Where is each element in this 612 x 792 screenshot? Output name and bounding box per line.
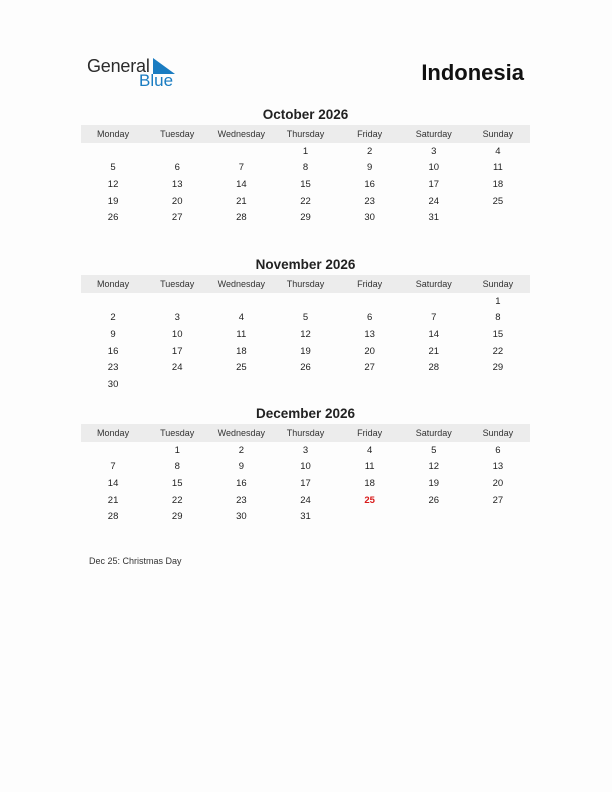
day-cell: 9 bbox=[110, 328, 116, 340]
week-row bbox=[81, 459, 530, 476]
day-cell: 25 bbox=[364, 494, 375, 506]
day-cell: 11 bbox=[236, 328, 247, 340]
day-cell: 18 bbox=[236, 345, 247, 357]
day-cell: 24 bbox=[428, 195, 440, 207]
weekday-label: Tuesday bbox=[160, 129, 195, 139]
day-cell: 14 bbox=[428, 328, 440, 340]
country-title: Indonesia bbox=[421, 60, 524, 85]
month-calendar bbox=[81, 106, 530, 226]
logo bbox=[87, 56, 187, 96]
weekday-label: Sunday bbox=[482, 428, 514, 438]
holiday-note: Dec 25: Christmas Day bbox=[89, 556, 182, 566]
weekday-label: Thursday bbox=[286, 279, 325, 289]
day-cell: 10 bbox=[428, 162, 440, 174]
day-cell: 1 bbox=[495, 295, 501, 307]
day-cell: 6 bbox=[174, 162, 180, 174]
day-cell: 7 bbox=[110, 461, 116, 473]
day-cell: 19 bbox=[300, 345, 311, 357]
weekday-label: Sunday bbox=[482, 129, 514, 139]
day-cell: 27 bbox=[364, 362, 375, 374]
day-cell: 30 bbox=[107, 378, 119, 390]
week-row bbox=[81, 326, 530, 343]
day-cell: 13 bbox=[492, 461, 504, 473]
day-cell: 5 bbox=[431, 444, 437, 456]
day-cell: 11 bbox=[364, 461, 375, 473]
day-cell: 24 bbox=[300, 494, 311, 506]
week-row bbox=[81, 343, 530, 360]
logo-blue-text: Blue bbox=[139, 71, 174, 90]
weekday-label: Thursday bbox=[286, 129, 325, 139]
day-cell: 14 bbox=[107, 477, 119, 489]
day-cell: 20 bbox=[492, 477, 504, 489]
day-cell: 12 bbox=[428, 461, 440, 473]
day-cell: 8 bbox=[174, 461, 180, 473]
day-cell: 6 bbox=[495, 444, 501, 456]
day-cell: 2 bbox=[366, 145, 373, 157]
day-cell: 11 bbox=[492, 162, 503, 174]
day-cell: 17 bbox=[171, 345, 183, 357]
month-title: December 2026 bbox=[255, 406, 356, 421]
day-cell: 7 bbox=[238, 162, 244, 174]
day-cell: 19 bbox=[107, 195, 119, 207]
day-cell: 4 bbox=[366, 444, 373, 456]
week-row bbox=[81, 160, 530, 177]
day-cell: 9 bbox=[238, 461, 244, 473]
month-title: November 2026 bbox=[255, 257, 356, 272]
day-cell: 4 bbox=[495, 145, 501, 157]
weekday-label: Saturday bbox=[415, 129, 452, 139]
day-cell: 5 bbox=[110, 162, 116, 174]
month-calendar bbox=[81, 405, 530, 525]
day-cell: 26 bbox=[428, 494, 440, 506]
day-cell: 25 bbox=[492, 195, 504, 207]
day-cell: 20 bbox=[171, 195, 183, 207]
logo-general-text: General bbox=[87, 56, 150, 76]
day-cell: 3 bbox=[302, 444, 309, 456]
week-row bbox=[81, 143, 530, 160]
weekday-label: Friday bbox=[357, 428, 383, 438]
day-cell: 10 bbox=[300, 461, 311, 473]
day-cell: 1 bbox=[174, 444, 180, 456]
day-cell: 18 bbox=[364, 477, 375, 489]
day-cell: 25 bbox=[236, 362, 247, 374]
weekday-label: Tuesday bbox=[160, 279, 195, 289]
day-cell: 15 bbox=[492, 328, 504, 340]
day-cell: 2 bbox=[238, 444, 244, 456]
week-row bbox=[81, 376, 530, 393]
day-cell: 2 bbox=[110, 312, 116, 324]
day-cell: 22 bbox=[171, 494, 183, 506]
day-cell: 28 bbox=[236, 212, 247, 224]
day-cell: 19 bbox=[428, 477, 440, 489]
week-row bbox=[81, 310, 530, 327]
week-row bbox=[81, 209, 530, 226]
day-cell: 15 bbox=[300, 178, 311, 190]
weekday-label: Saturday bbox=[415, 279, 452, 289]
week-row bbox=[81, 442, 530, 459]
day-cell: 15 bbox=[171, 477, 183, 489]
weekday-label: Thursday bbox=[286, 428, 325, 438]
day-cell: 17 bbox=[428, 178, 440, 190]
day-cell: 29 bbox=[171, 511, 183, 523]
day-cell: 28 bbox=[428, 362, 440, 374]
day-cell: 12 bbox=[107, 178, 119, 190]
day-cell: 5 bbox=[302, 312, 309, 324]
week-row bbox=[81, 293, 530, 310]
month-calendar bbox=[81, 256, 530, 393]
day-cell: 18 bbox=[492, 178, 504, 190]
weekday-label: Sunday bbox=[482, 279, 514, 289]
weekday-label: Friday bbox=[357, 129, 383, 139]
day-cell: 4 bbox=[238, 312, 244, 324]
weekday-header bbox=[81, 125, 530, 143]
day-cell: 31 bbox=[428, 212, 440, 224]
weekday-label: Monday bbox=[97, 129, 130, 139]
weekday-label: Wednesday bbox=[217, 129, 266, 139]
day-cell: 6 bbox=[366, 312, 373, 324]
day-cell: 27 bbox=[492, 494, 504, 506]
day-cell: 10 bbox=[171, 328, 183, 340]
day-cell: 16 bbox=[236, 477, 247, 489]
weekday-label: Wednesday bbox=[217, 428, 266, 438]
day-cell: 23 bbox=[236, 494, 247, 506]
week-row bbox=[81, 492, 530, 509]
day-cell: 20 bbox=[364, 345, 375, 357]
weekday-label: Monday bbox=[97, 428, 130, 438]
day-cell: 16 bbox=[364, 178, 375, 190]
week-row bbox=[81, 193, 530, 210]
day-cell: 8 bbox=[495, 312, 501, 324]
day-cell: 21 bbox=[428, 345, 440, 357]
day-cell: 24 bbox=[171, 362, 183, 374]
day-cell: 21 bbox=[107, 494, 119, 506]
day-cell: 26 bbox=[300, 362, 311, 374]
day-cell: 21 bbox=[236, 195, 247, 207]
day-cell: 31 bbox=[300, 511, 311, 523]
day-cell: 17 bbox=[300, 477, 311, 489]
weekday-label: Wednesday bbox=[217, 279, 266, 289]
day-cell: 29 bbox=[300, 212, 311, 224]
day-cell: 16 bbox=[107, 345, 119, 357]
day-cell: 28 bbox=[107, 511, 119, 523]
day-cell: 29 bbox=[492, 362, 504, 374]
day-cell: 13 bbox=[171, 178, 183, 190]
weekday-label: Saturday bbox=[415, 428, 452, 438]
day-cell: 22 bbox=[300, 195, 311, 207]
day-cell: 26 bbox=[107, 212, 119, 224]
week-row bbox=[81, 359, 530, 376]
day-cell: 14 bbox=[236, 178, 247, 190]
day-cell: 23 bbox=[107, 362, 119, 374]
day-cell: 3 bbox=[431, 145, 437, 157]
weekday-label: Tuesday bbox=[160, 428, 195, 438]
day-cell: 30 bbox=[236, 511, 247, 523]
day-cell: 9 bbox=[366, 162, 373, 174]
day-cell: 22 bbox=[492, 345, 504, 357]
week-row bbox=[81, 475, 530, 492]
weekday-label: Friday bbox=[357, 279, 383, 289]
day-cell: 8 bbox=[302, 162, 309, 174]
weekday-header bbox=[81, 424, 530, 442]
week-row bbox=[81, 508, 530, 525]
day-cell: 27 bbox=[171, 212, 183, 224]
weekday-label: Monday bbox=[97, 279, 130, 289]
day-cell: 7 bbox=[431, 312, 437, 324]
week-row bbox=[81, 176, 530, 193]
month-title: October 2026 bbox=[262, 107, 349, 122]
day-cell: 1 bbox=[302, 145, 309, 157]
day-cell: 3 bbox=[174, 312, 180, 324]
day-cell: 23 bbox=[364, 195, 375, 207]
day-cell: 30 bbox=[364, 212, 375, 224]
day-cell: 13 bbox=[364, 328, 375, 340]
day-cell: 12 bbox=[300, 328, 311, 340]
weekday-header bbox=[81, 275, 530, 293]
